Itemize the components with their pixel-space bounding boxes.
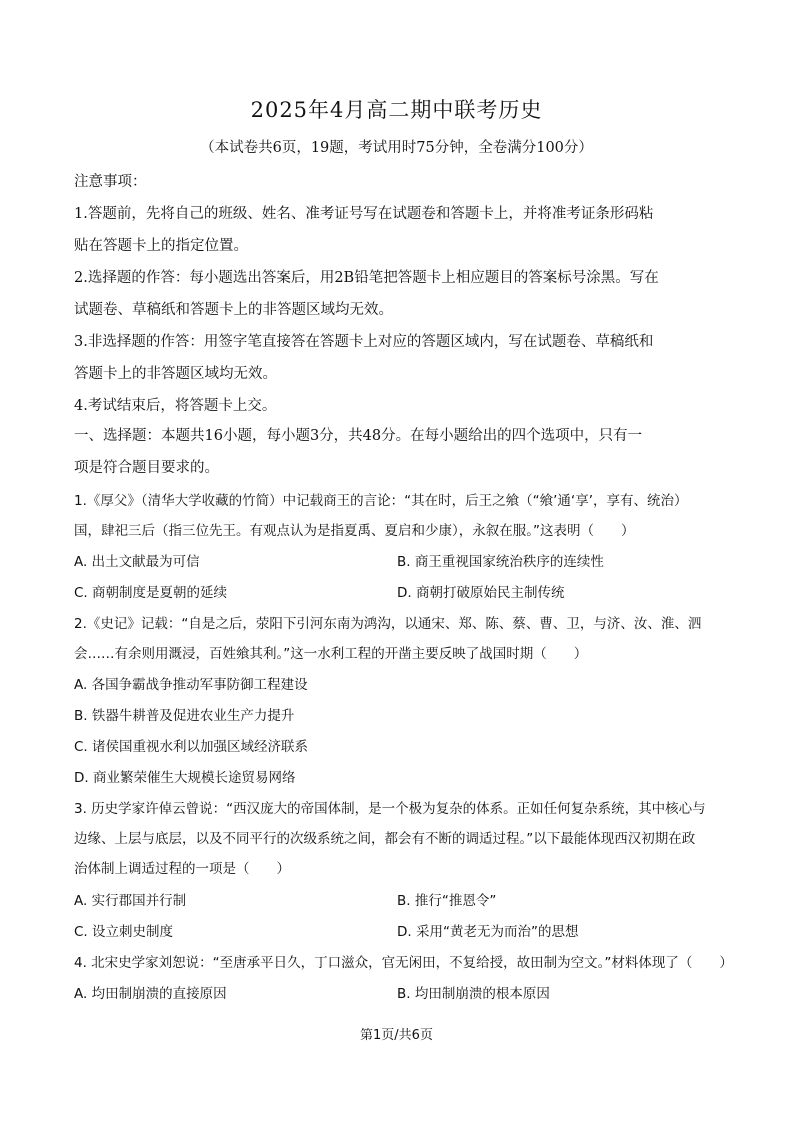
notice-line: 试题卷、草稿纸和答题卡上的非答题区域均无效。 [74,302,393,318]
question-3-option-a: A. 实行郡国并行制 [74,893,187,909]
question-3-stem: 治体制上调适过程的一项是（ ） [74,861,290,877]
question-3-option-c: C. 设立刺史制度 [74,924,174,940]
question-1-stem: 国，肆祀三后（指三位先王。有观点认为是指夏禹、夏启和少康），永叙在服。”这表明（ ） [74,523,635,539]
question-1-stem: 1.《厚父》（清华大学收藏的竹简）中记载商王的言论：“其在时，后王之飨（“飨’通‘享’，享有、统治） [74,493,688,509]
question-1-option-d: D. 商朝打破原始民主制传统 [397,585,565,601]
notice-line: 1.答题前，先将自己的班级、姓名、准考证号写在试题卷和答题卡上，并将准考证条形码粘 [74,206,654,222]
exam-subtitle: （本试卷共6页，19题，考试用时75分钟，全卷满分100分） [200,140,593,156]
notice-line: 2.选择题的作答：每小题选出答案后，用2B铅笔把答题卡上相应题目的答案标号涂黑。写在 [74,270,659,286]
question-1-option-a: A. 出土文献最为可信 [74,554,200,570]
notice-line: 贴在答题卡上的指定位置。 [74,238,248,254]
notice-line: 3.非选择题的作答：用签字笔直接答在答题卡上对应的答题区域内，写在试题卷、草稿纸和 [74,334,654,350]
notice-line: 4.考试结束后，将答题卡上交。 [74,398,277,414]
page-number: 第1页/共6页 [360,1028,433,1043]
question-3-option-b: B. 推行“推恩令” [397,893,497,909]
exam-title: 2025年4月高二期中联考历史 [250,98,543,122]
question-2-stem: 2.《史记》记载：“自是之后，荥阳下引河东南为鸿沟，以通宋、郑、陈、蔡、曹、卫，与济、汝、淮、泗 [74,616,702,632]
section-heading: 项是符合题目要求的。 [74,460,219,476]
question-4-option-a: A. 均田制崩溃的直接原因 [74,986,227,1002]
question-1-option-b: B. 商王重视国家统治秩序的连续性 [397,554,604,570]
notice-heading: 注意事项： [74,174,147,190]
notice-line: 答题卡上的非答题区域均无效。 [74,366,277,382]
question-1-option-c: C. 商朝制度是夏朝的延续 [74,585,228,601]
question-2-option-a: A. 各国争霸战争推动军事防御工程建设 [74,677,308,693]
question-3-stem: 3. 历史学家许倬云曾说：“西汉庞大的帝国体制，是一个极为复杂的体系。正如任何复杂系统，其中核心与 [74,801,706,817]
question-2-option-b: B. 铁器牛耕普及促进农业生产力提升 [74,708,295,724]
question-2-stem: 会……有余则用溉浸，百姓飨其利。”这一水利工程的开凿主要反映了战国时期（ ） [74,646,588,662]
question-3-option-d: D. 采用“黄老无为而治”的思想 [397,924,579,940]
question-2-option-d: D. 商业繁荣催生大规模长途贸易网络 [74,770,296,786]
question-3-stem: 边缘、上层与底层，以及不同平行的次级系统之间，都会有不断的调适过程。”以下最能体现西汉初期在政 [74,831,696,847]
question-4-option-b: B. 均田制崩溃的根本原因 [397,986,550,1002]
question-2-option-c: C. 诸侯国重视水利以加强区域经济联系 [74,739,309,755]
question-4-stem: 4. 北宋史学家刘恕说：“至唐承平日久，丁口滋众，官无闲田，不复给授，故田制为空文。”材料体现了（ ） [74,955,733,971]
section-heading: 一、选择题：本题共16小题，每小题3分，共48分。在每小题给出的四个选项中，只有一 [74,428,643,444]
